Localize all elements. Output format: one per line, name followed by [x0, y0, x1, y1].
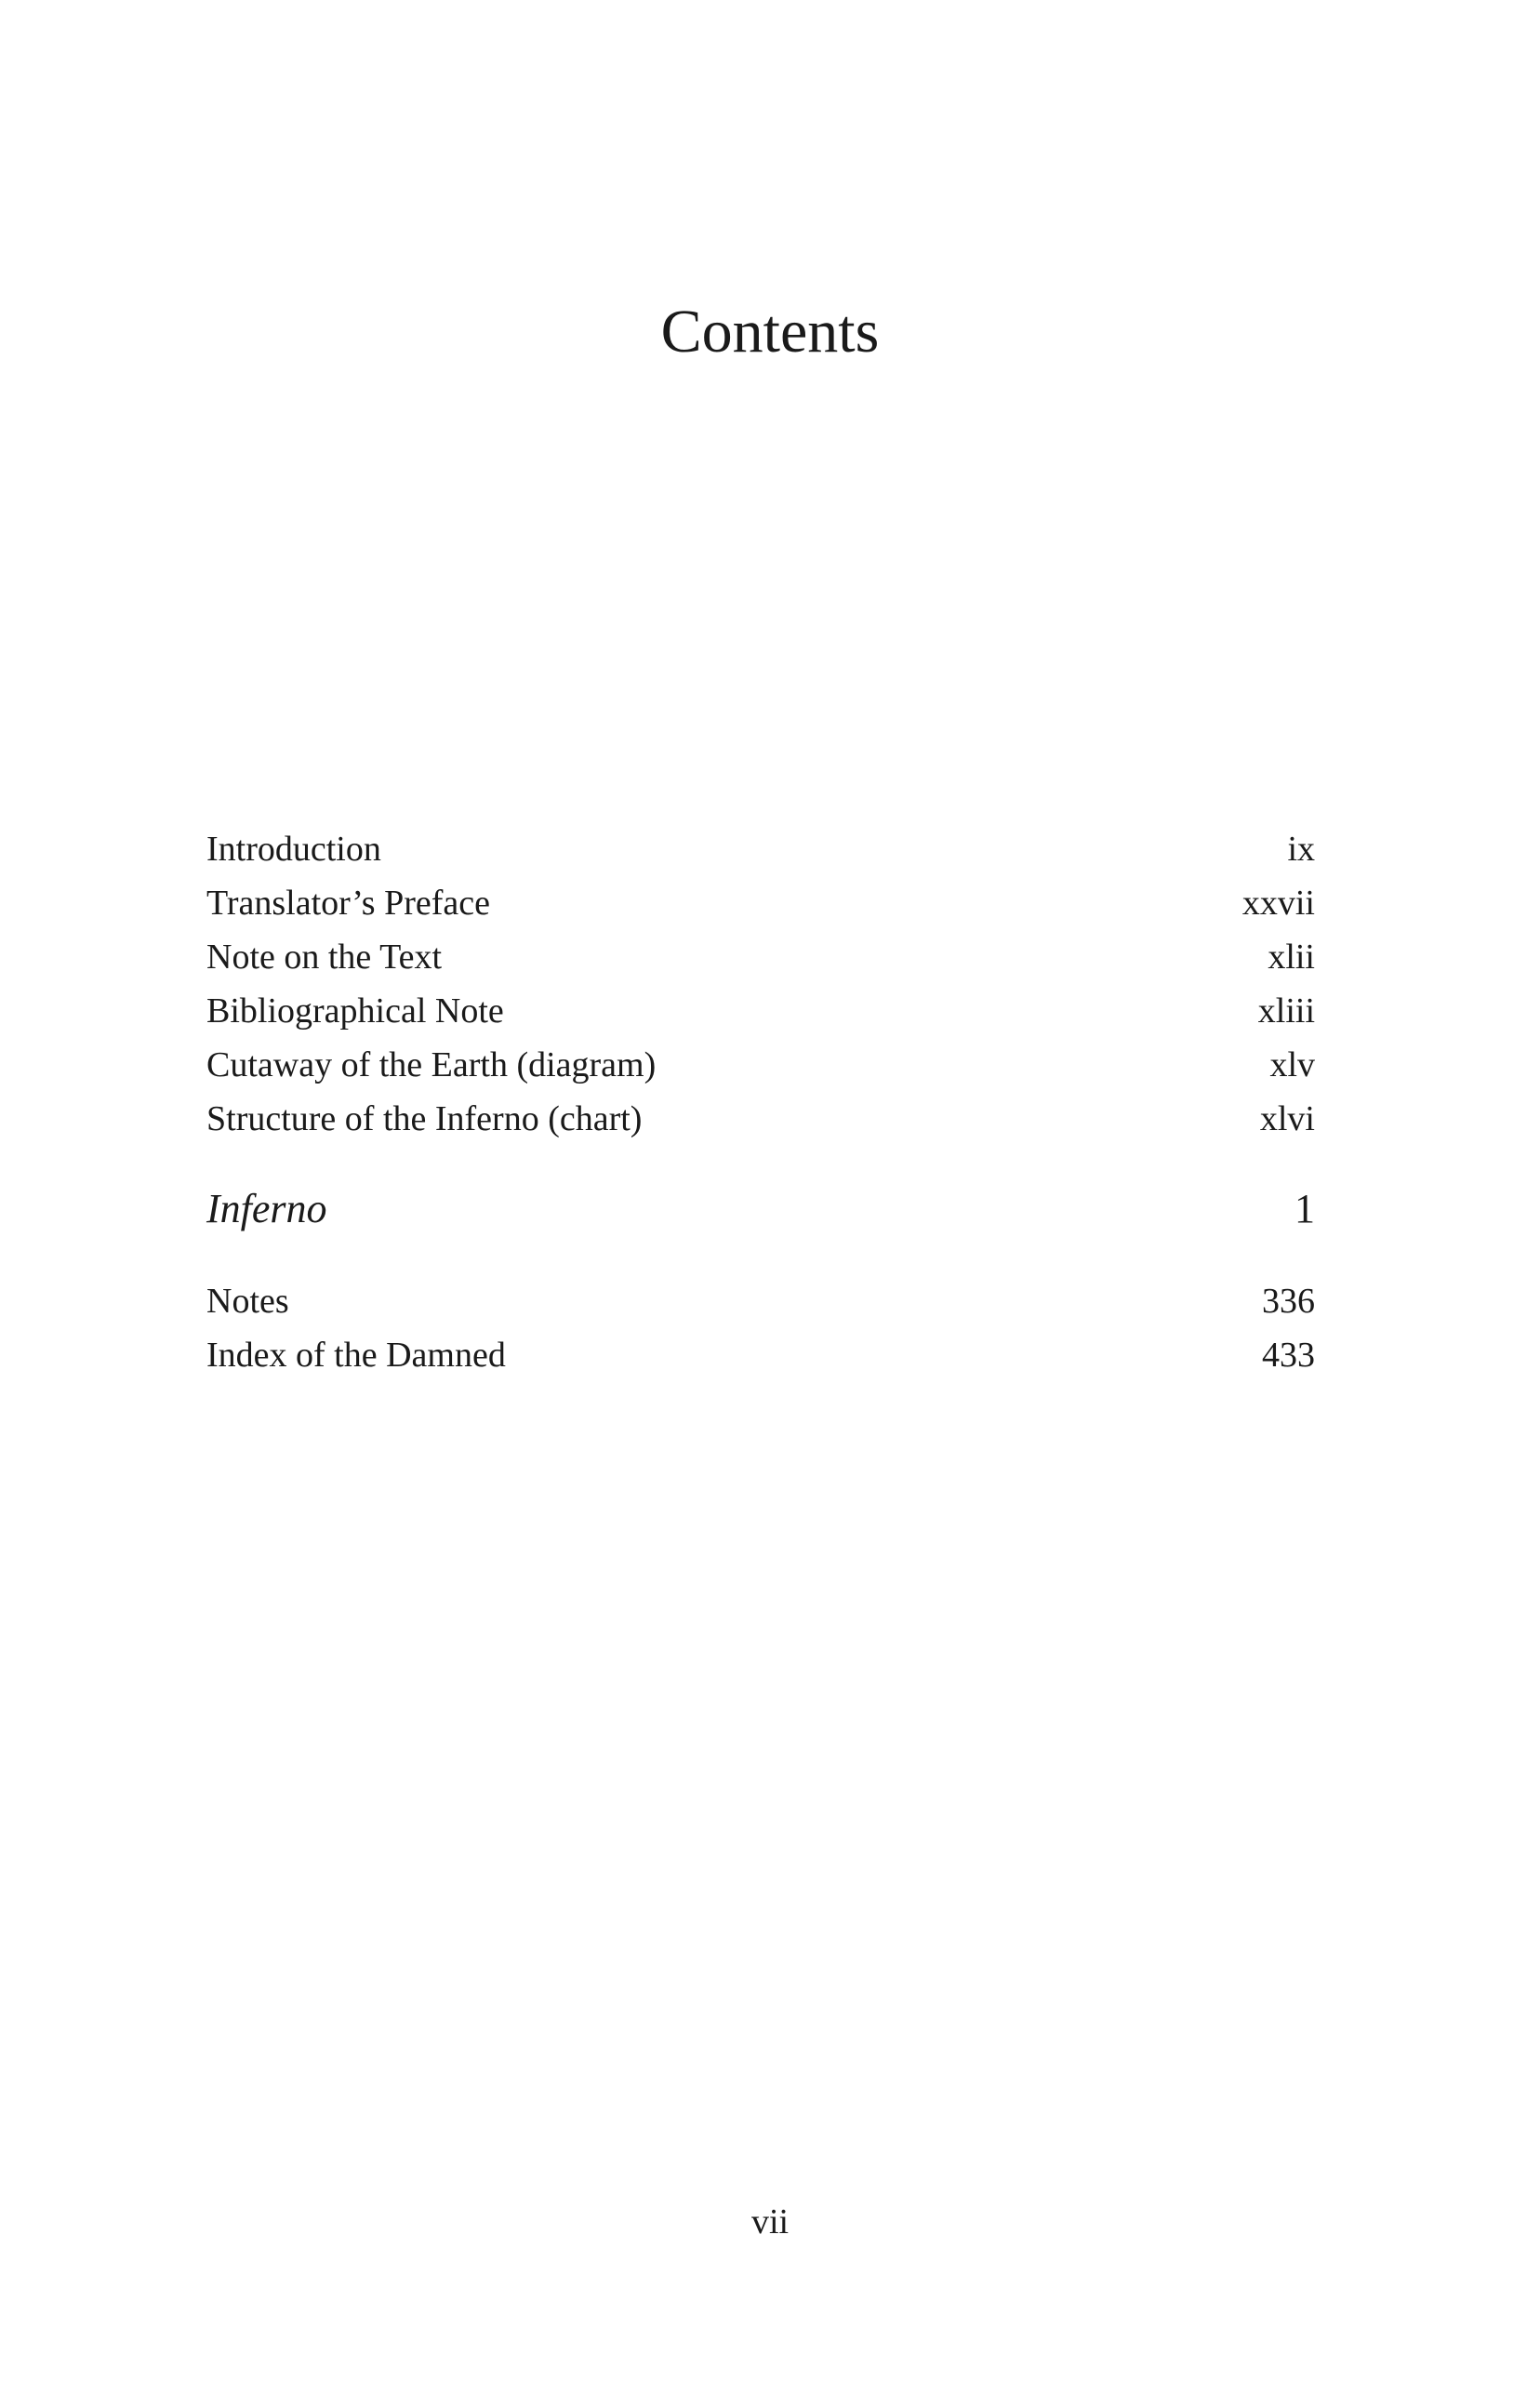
toc-entry-page: xxvii: [1241, 884, 1315, 923]
toc-entry-notes: [206, 1274, 1315, 1328]
toc-entry-translators-preface: [206, 876, 1315, 930]
toc-entry-inferno: [206, 1174, 1315, 1244]
toc-entry-title: Cutaway of the Earth (diagram): [206, 1045, 657, 1084]
toc-entry-title: Note on the Text: [206, 938, 443, 977]
toc-entry-note-on-the-text: [206, 930, 1315, 984]
toc-entry-page: 433: [1262, 1336, 1315, 1375]
toc-entry-introduction: [206, 822, 1315, 876]
toc-entry-page: xlii: [1268, 938, 1315, 977]
toc-entry-cutaway-of-the-earth: [206, 1038, 1315, 1092]
toc-entry-title: Inferno: [206, 1186, 327, 1231]
toc-entry-page: 1: [1294, 1186, 1315, 1231]
page-number: vii: [750, 2202, 790, 2241]
toc-entry-page: xliii: [1257, 991, 1315, 1031]
toc-entry-title: Index of the Damned: [206, 1336, 506, 1375]
toc-entry-title: Translator’s Preface: [206, 884, 490, 923]
toc-entry-page: xlv: [1269, 1045, 1315, 1084]
toc-entry-title: Bibliographical Note: [206, 991, 504, 1031]
toc-entry-structure-of-the-inferno: [206, 1092, 1315, 1146]
toc-entry-page: xlvi: [1259, 1099, 1315, 1138]
toc-entry-title: Introduction: [206, 830, 381, 869]
toc-entry-bibliographical-note: [206, 984, 1315, 1038]
table-of-contents: [206, 822, 1315, 1382]
toc-entry-title: Notes: [206, 1282, 289, 1321]
toc-entry-page: ix: [1287, 830, 1315, 869]
page-title: Contents: [660, 298, 880, 366]
toc-entry-index-of-the-damned: [206, 1328, 1315, 1382]
toc-entry-page: 336: [1262, 1282, 1315, 1321]
toc-entry-title: Structure of the Inferno (chart): [206, 1099, 643, 1138]
